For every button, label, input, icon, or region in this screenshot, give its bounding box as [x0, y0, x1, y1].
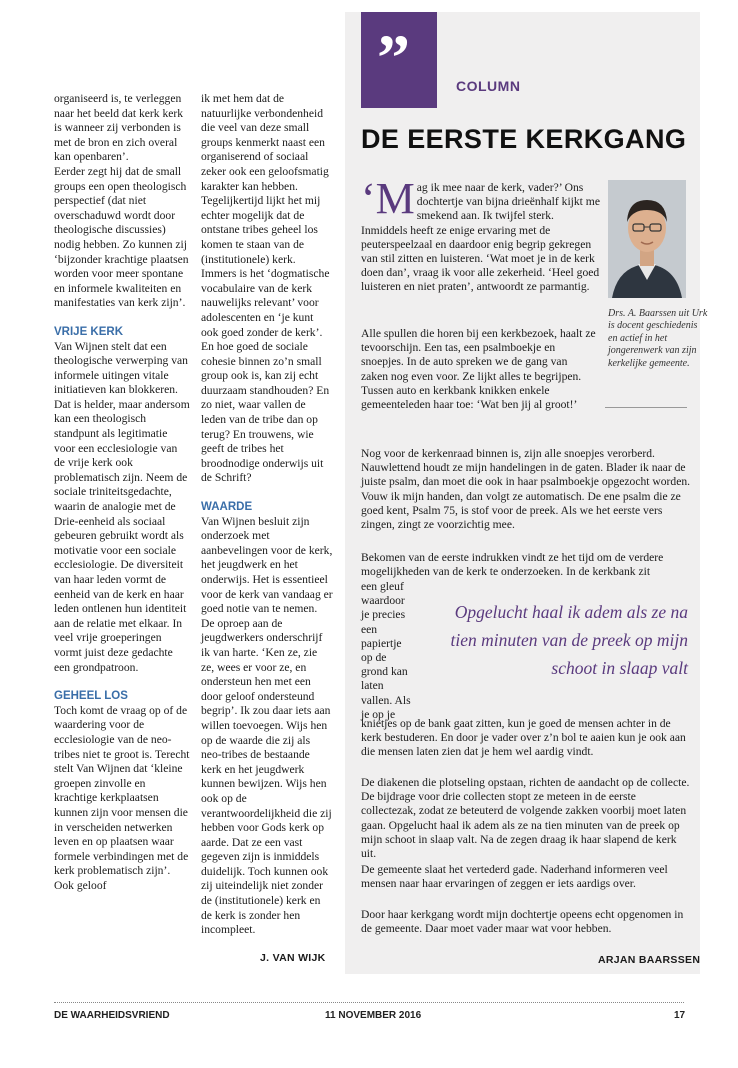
paragraph: organiseerd is, te verleggen naar het beeld dat kerk kerk is wanneer zij verbonden is met de bron en zich overal kan openbaren’.: [54, 92, 184, 164]
column-paragraph-4-narrow: een gleuf waardoor je precies een papiertje op de grond kan laten vallen. Als je op je: [361, 580, 411, 721]
paragraph: Eerder zegt hij dat de small groups een open theologisch perspectief (dat niet overschaduwd wordt door theologische discussies) nodig hebben. Zo kunnen zij ‘bijzonder krachtige plaatsen worden voor meer spontane en informele kwaliteiten en manifestaties van kerk zijn’.: [54, 164, 189, 310]
column-label: COLUMN: [456, 78, 521, 94]
column-paragraph-5b: De gemeente slaat het vertederd gade. Naderhand informeren veel mensen naar haar ervaringen of zeggen er iets aardigs over.: [361, 863, 668, 891]
portrait-image: [608, 180, 686, 298]
column-signature: ARJAN BAARSSEN: [598, 954, 701, 966]
column-paragraph-4-intro: Bekomen van de eerste indrukken vindt ze het tijd om de verdere mogelijkheden van de kerk te onderzoeken. In de kerkbank zit: [361, 551, 664, 579]
issue-date: 11 NOVEMBER 2016: [325, 1010, 422, 1021]
photo-caption: Drs. A. Baarssen uit Urk is docent geschiedenis en actief in het jongerenwerk van zijn kerkelijke gemeente.: [608, 308, 708, 369]
paragraph-text: ag ik mee naar de kerk, vader?’ Ons dochtertje van bijna drieënhalf kijkt me smekend aan. Ik twijfel sterk. Inmiddels heeft ze enige ervaring met de peuterspeelzaal en daardoor enig begrip gekregen van stil zitten en luisteren. ‘Wat moet je in de kerk doen dan’, vraag ik voor alle zekerheid. ‘Heel goed luisteren en niet praten’, antwoordt ze parmantig.: [361, 181, 600, 294]
section-heading: GEHEEL LOS: [54, 690, 128, 703]
paragraph: Van Wijnen besluit zijn onderzoek met aanbevelingen voor de kerk, het jeugdwerk en het onderwijs. Het is essentieel voor de kerk van vandaag er goed notie van te nemen. De oproep aan de jeugdwerkers onderschrijf ik van harte. ‘Ken ze, zie ze, wees er voor ze, en ondersteun hen met een door geloof ondersteund begrip’. Ik zou daar iets aan willen toevoegen. Wijs hen op de waarde die zij als neo-tribes de bestaande kerk en het jeugdwerk kunnen bewijzen. Wijs hen ook op de verantwoordelijkheid die zij hebben voor Gods kerk op aarde. Dat ze een vast gegeven zijn is inmiddels duidelijk. Toch kunnen ook zij uiteindelijk niet zonder de (institutionele) kerk en de kerk is zonder hen incompleet.: [201, 514, 333, 937]
column-paragraph-3: Nog voor de kerkenraad binnen is, zijn alle snoepjes verorberd. Nauwlettend houdt ze mijn handelingen in de gaten. Blader ik naar de juiste psalm, dan moet die ook in haar psalmboekje opgezocht worden. Vouw ik mijn handen, dan volgt ze automatisch. De ene psalm die ze goed kent, Psalm 75, is stof voor de preek. Als we het eerste vers zingen, zingt ze voorzichtig mee.: [361, 447, 691, 532]
column-paragraph-4-rest: knietjes op de bank gaat zitten, kun je goed de mensen achter in de kerk bestuderen. En door je vader over z’n bol te aaien kun je ook aan die mensen laten zien dat je hem wel aardig vindt.: [361, 717, 686, 759]
publication-name: DE WAARHEIDSVRIEND: [54, 1010, 170, 1021]
left-article-column-1: [54, 92, 190, 893]
drop-cap: ‘M: [361, 174, 415, 223]
column-paragraph-2: Alle spullen die horen bij een kerkbezoek, haalt ze tevoorschijn. Een tas, een psalmboekje en snoepjes. In de auto spreken we de gang van zaken nog even voor. Ze lijkt alles te begrijpen. Tussen auto en kerkbank knikken enkele gemeenteleden haar toe: ‘Wat ben jij al groot!’: [361, 327, 596, 412]
section-heading: VRIJE KERK: [54, 325, 124, 338]
quote-mark-icon: ”: [377, 22, 410, 95]
footer-divider: [54, 1002, 684, 1003]
page-title: DE EERSTE KERKGANG: [361, 124, 687, 154]
author-signature: J. VAN WIJK: [260, 952, 326, 964]
section-heading: WAARDE: [201, 501, 253, 514]
divider: [605, 407, 687, 408]
paragraph: Van Wijnen stelt dat een theologische verwerping van informele uitingen vitale initiatieven kan blokkeren. Dat is helder, maar andersom kan een theologisch standpunt als legitimatie voor een ecclesiologie van de vrije kerk ook problematisch zijn. Neem de sociale triniteitsgedachte, waarin de analogie met de Drie-eenheid als sociaal gebeuren gebruikt wordt als motivatie voor een sociale ecclesiologie. De diversiteit van haar leden vormt de eenheid van de kerk en haar leden ontlenen hun identiteit aan de relatie met elkaar. In veel vrije groeperingen vormt juist deze gedachte een grondpatroon.: [54, 339, 190, 674]
left-article-column-2: [201, 92, 333, 938]
page-number: 17: [674, 1010, 686, 1021]
column-paragraph-6: Door haar kerkgang wordt mijn dochtertje opeens echt opgenomen in de gemeente. Daar moet vader maar wat voor hebben.: [361, 908, 684, 936]
column-paragraph-1: [361, 174, 601, 295]
author-photo: [608, 180, 686, 298]
column-paragraph-5: De diakenen die plotseling opstaan, richten de aandacht op de collecte. De bijdrage voor drie collecten stopt ze meteen in de eerste collectezak, zodat ze beteuterd de volgende zakken voorbij moet laten gaan. Opgelucht haal ik adem als ze na tien minuten van de preek op mijn schoot in slaap valt. Na de zegen draag ik haar slapend de kerk uit.: [361, 776, 690, 861]
pull-quote: Opgelucht haal ik adem als ze na tien minuten van de preek op mijn schoot in slaap valt: [450, 602, 688, 678]
quote-mark-box: [361, 12, 437, 108]
paragraph: Toch komt de vraag op of de waardering voor de ecclesiologie van de neo-tribes niet te groot is. Terecht stelt Van Wijnen dat ‘kleine groepen zinvolle en krachtige kerkplaatsen kunnen zijn voor mensen die in verscheiden netwerken leven en op plaatsen waar formele verbindingen met de kerk problematisch zijn’. Ook geloof: [54, 703, 190, 892]
paragraph: ik met hem dat de natuurlijke verbondenheid die veel van deze small groups kenmerkt naast een organiserend of sociaal zeker ook een geloofsmatig karakter kan hebben. Tegelijkertijd lijkt het mij echter mogelijk dat de ontstane tribes geheel los komen te staan van de (institutionele) kerk. Immers is het ‘dogmatische vocabulaire van de kerk nauwelijks relevant’ voor adolescenten en ‘je kunt ook goed zonder de kerk’. En hoe goed de sociale cohesie binnen zo’n small group ook is, kan zij echt duurzaam standhouden? En zo niet, waar vallen de leden van de tribe dan op terug? En trouwens, wie geeft de tribes het broodnodige onderwijs uit de Schrift?: [201, 92, 330, 485]
